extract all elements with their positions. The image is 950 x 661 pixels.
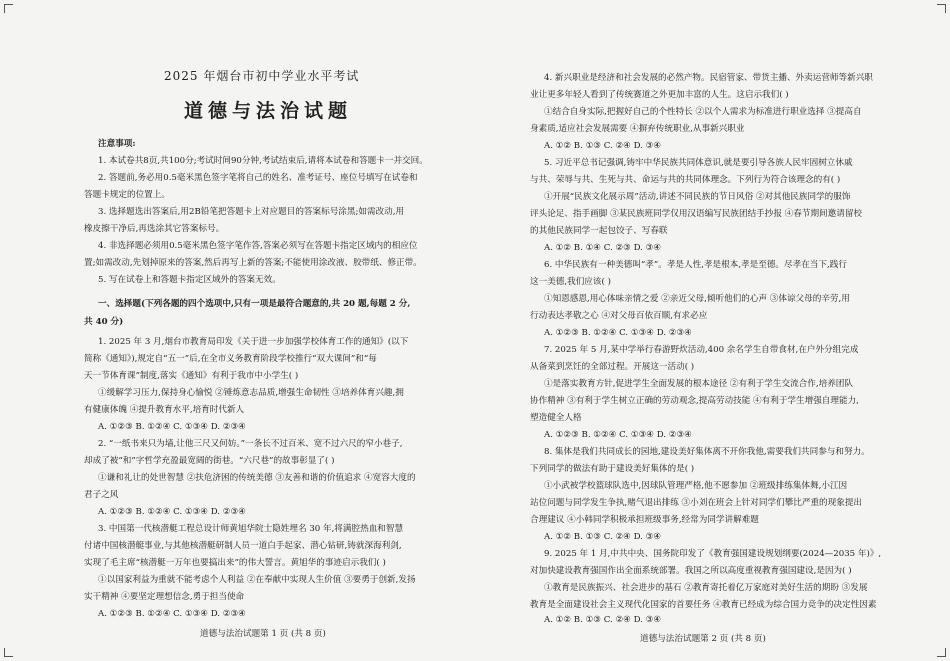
question-line: ①缓解学习压力,保持身心愉悦 ②锤炼意志品质,增强生命韧性 ③培养体育兴趣,拥 xyxy=(98,388,404,398)
question-line: 这一美德,我们应该( ) xyxy=(530,277,611,287)
answer-options: A. ①② B. ①④ C. ②③ D. ③④ xyxy=(544,243,662,253)
question-line: 天一节体育课”制度,落实《通知》有利于我市中小学生( ) xyxy=(84,371,299,381)
question-line: 合理建议 ④小韩同学积极承担班级事务,经常为同学讲解难题 xyxy=(530,515,759,525)
question-line: 简称《通知》),规定自“五一”后,在全市义务教育阶段学校推行“双大课间”和“每 xyxy=(84,354,377,364)
question-line: ①教育是民族振兴、社会进步的基石 ②教育寄托着亿万家庭对美好生活的期盼 ③发展 xyxy=(544,583,868,593)
crop-mark xyxy=(937,648,946,657)
question-line: 2. “一纸书来只为墙,让他三尺又何妨。”一条长不过百米、宽不过六尺的窄小巷子, xyxy=(98,439,403,449)
question-line: 对加快建设教育强国作出全面系统部署。我国之所以高度重视教育强国建设,是因为( ) xyxy=(530,566,852,576)
crop-mark xyxy=(4,648,13,657)
question-line: 的其他民族同学一起包饺子、写春联 xyxy=(530,226,668,236)
answer-options: A. ①② B. ①③ C. ②④ D. ③④ xyxy=(544,141,662,151)
exam-title: 2025 年烟台市初中学业水平考试 xyxy=(164,69,360,83)
notice-line: 3. 选择题选出答案后,用2B铅笔把答题卡上对应题目的答案标号涂黑;如需改动,用 xyxy=(98,207,405,217)
answer-options: A. ①② B. ①③ C. ②④ D. ③④ xyxy=(544,532,662,542)
notice-line: 橡皮擦干净后,再选涂其它答案标号。 xyxy=(84,224,225,234)
question-line: 7. 2025 年 5 月,某中学举行春游野炊活动,400 余名学生自带食材,在户外分组完成 xyxy=(544,345,859,355)
question-line: 8. 集体是我们共同成长的园地,建设美好集体离不开你我他,需要我们共同参与和努力。 xyxy=(544,447,870,457)
question-line: 君子之风 xyxy=(84,490,119,500)
answer-options: A. ①②③ B. ①②④ C. ①③④ D. ②③④ xyxy=(98,507,246,517)
question-line: 有健康体魄 ④提升教育水平,培育时代新人 xyxy=(84,405,245,415)
notice-line: 2. 答题前,务必用0.5毫米黑色签字笔将自己的姓名、准考证号、座位号填写在试卷和 xyxy=(98,173,418,183)
question-line: 塑造健全人格 xyxy=(530,413,582,423)
notice-line: 4. 非选择题必须用0.5毫米黑色签字笔作答,答案必须写在答题卡指定区域内的相应位 xyxy=(98,241,418,251)
section-title: 一、选择题(下列各题的四个选项中,只有一项是最符合题意的,共 20 题,每题 2 分, xyxy=(98,299,411,309)
answer-options: A. ①② B. ①③ C. ②④ D. ③④ xyxy=(544,615,662,625)
question-line: 教育是全面建设社会主义现代化国家的首要任务 ④教育已经成为综合国力竞争的决定性因素 xyxy=(530,600,877,610)
notice-line: 5. 写在试卷上和答题卡指定区域外的答案无效。 xyxy=(98,275,281,285)
page-footer: 道德与法治试题第 1 页 (共 8 页) xyxy=(200,629,326,639)
question-line: 9. 2025 年 1 月,中共中央、国务院印发了《教育强国建设规划纲要(2024—2035 年)》, xyxy=(544,549,882,559)
notice-line: 答题卡规定的位置上。 xyxy=(84,190,170,200)
crop-mark xyxy=(4,4,13,13)
question-line: 从备菜到烹饪的全部过程。开展这一活动( ) xyxy=(530,362,695,372)
question-line: 1. 2025 年 3 月,烟台市教育局印发《关于进一步加强学校体育工作的通知》(以下 xyxy=(98,337,409,347)
question-line: ①开展“民族文化展示周”活动,讲述不同民族的节日风俗 ②对其他民族同学的服饰 xyxy=(544,192,851,202)
question-line: ①以国家利益为重就不能考虑个人利益 ②在奉献中实现人生价值 ③要勇于创新,发扬 xyxy=(98,575,416,585)
question-line: ①谦和礼让的处世智慧 ②扶危济困的传统美德 ③友善和谐的价值追求 ④宽容大度的 xyxy=(98,473,416,483)
question-line: 身素质,适应社会发展需要 ④摒弃传统职业,从事新兴职业 xyxy=(530,124,745,134)
question-line: 实现了毛主席“核潜艇一万年也要搞出来”的伟大誓言。黄旭华的事迹启示我们( ) xyxy=(84,558,386,568)
question-line: 与共、荣辱与共、生死与共、命运与共的共同体理念。下列行为符合该理念的有( ) xyxy=(530,175,841,185)
answer-options: A. ①②③ B. ①②④ C. ①③④ D. ②③④ xyxy=(544,430,692,440)
question-line: 实干精神 ④要坚定理想信念,勇于担当使命 xyxy=(84,592,245,602)
question-line: 5. 习近平总书记强调,铸牢中华民族共同体意识,就是要引导各族人民牢固树立休戚 xyxy=(544,158,853,168)
notice-line: 置;如需改动,先划掉原来的答案,然后再写上新的答案;不能使用涂改液、胶带纸、修正带。 xyxy=(84,258,422,268)
question-line: 行动表达孝敬之心 ④对父母百依百顺,有求必应 xyxy=(530,311,708,321)
question-line: 6. 中华民族有一种美德叫“孝”。孝是人性,孝是根本,孝是至德。尽孝在当下,践行 xyxy=(544,260,847,270)
question-line: 付诸中国核潜艇事业,与其他核潜艇研制人员一道白手起家、潜心钻研,铸就深海利剑, xyxy=(84,541,402,551)
question-line: 评头论足、指手画脚 ③某民族班同学仅用汉语编写民族团结手抄报 ④春节期间邀请留校 xyxy=(530,209,863,219)
question-line: 4. 新兴职业是经济和社会发展的必然产物。民宿管家、带货主播、外卖运营师等新兴职 xyxy=(544,73,873,83)
question-line: 下列同学的做法有助于建设美好集体的是( ) xyxy=(530,464,695,474)
section-title: 共 40 分) xyxy=(84,317,124,327)
question-line: 3. 中国第一代核潜艇工程总设计师黄旭华院士隐姓埋名 30 年,将满腔热血和智慧 xyxy=(98,524,404,534)
question-line: 却成了被“和”字哲学充盈最宽阔的街巷。“六尺巷”的故事彰显了( ) xyxy=(84,456,335,466)
page-footer: 道德与法治试题第 2 页 (共 8 页) xyxy=(640,634,766,644)
question-line: ①是落实教育方针,促进学生全面发展的根本途径 ②有利于学生交流合作,培养团队 xyxy=(544,379,853,389)
answer-options: A. ①②③ B. ①②④ C. ①③④ D. ②③④ xyxy=(544,328,692,338)
question-line: 站位问题与同学发生争执,赌气退出排练 ③小刘在班会上针对同学们攀比严重的现象提出 xyxy=(530,498,863,508)
question-line: ①知恩感恩,用心体味亲情之爱 ②亲近父母,倾听他们的心声 ③体谅父母的辛劳,用 xyxy=(544,294,850,304)
crop-mark xyxy=(937,4,946,13)
question-line: ①小武被学校篮球队选中,因球队管理严格,他不愿参加 ②班级排练集体舞,小江因 xyxy=(544,481,848,491)
notice-line: 1. 本试卷共8页,共100分;考试时间90分钟,考试结束后,请将本试卷和答题卡一并交回。 xyxy=(98,156,428,166)
question-line: 协作精神 ③有利于学生树立正确的劳动观念,提高劳动技能 ④有利于学生增强自理能力, xyxy=(530,396,859,406)
question-line: 业让更多年轻人看到了传统赛道之外更加丰富的人生。这启示我们( ) xyxy=(530,90,789,100)
question-line: ①结合自身实际,把握好自己的个性特长 ②以个人需求为标准进行职业选择 ③提高自 xyxy=(544,107,862,117)
main-title: 道德与法治试题 xyxy=(184,100,353,122)
notice-heading: 注意事项: xyxy=(98,139,136,149)
answer-options: A. ①②③ B. ①②④ C. ①③④ D. ②③④ xyxy=(98,609,246,619)
answer-options: A. ①②③ B. ①②④ C. ①③④ D. ②③④ xyxy=(98,422,246,432)
